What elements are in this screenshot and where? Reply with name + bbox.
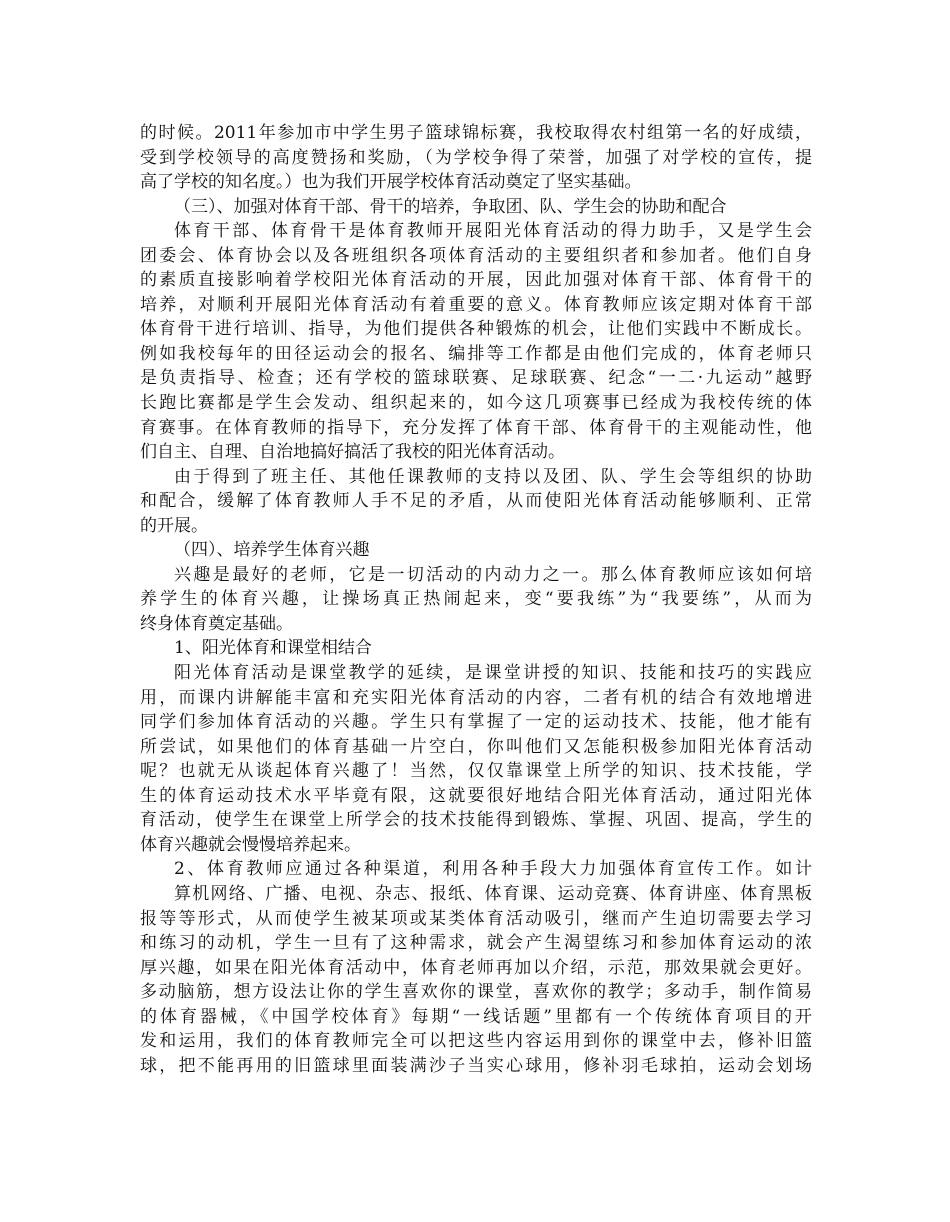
text-line: 发和运用，我们的体育教师完全可以把这些内容运用到你的课堂中去，修补旧篮 bbox=[140, 1031, 812, 1052]
text-line: 和配合，缓解了体育教师人手不足的矛盾，从而使阳光体育活动能够顺利、正常 bbox=[140, 491, 812, 512]
text-line: 育赛事。在体育教师的指导下，充分发挥了体育干部、体育骨干的主观能动性，他 bbox=[140, 417, 812, 438]
text-line: 例如我校每年的田径运动会的报名、编排等工作都是由他们完成的，体育老师只 bbox=[140, 343, 812, 364]
text-line: 的开展。 bbox=[140, 515, 208, 536]
text-line: 用，而课内讲解能丰富和充实阳光体育活动的内容，二者有机的结合有效地增进 bbox=[140, 687, 812, 708]
text-line: 终身体育奠定基础。 bbox=[140, 613, 293, 634]
text-line: 1、阳光体育和课堂相结合 bbox=[174, 638, 372, 659]
text-line: 是负责指导、检查；还有学校的篮球联赛、足球联赛、纪念“一二·九运动”越野 bbox=[140, 368, 812, 389]
text-line: 厚兴趣，如果在阳光体育活动中，体育老师再加以介绍，示范，那效果就会更好。 bbox=[140, 957, 812, 978]
text-line: 算机网络、广播、电视、杂志、报纸、体育课、运动竞赛、体育讲座、体育黑板 bbox=[174, 883, 812, 904]
text-line: 同学们参加体育活动的兴趣。学生只有掌握了一定的运动技术、技能，他才能有 bbox=[140, 712, 812, 733]
text-line: 阳光体育活动是课堂教学的延续，是课堂讲授的知识、技能和技巧的实践应 bbox=[174, 663, 812, 684]
text-line: 体育兴趣就会慢慢培养起来。 bbox=[140, 834, 361, 855]
text-line: 球，把不能再用的旧篮球里面装满沙子当实心球用，修补羽毛球拍，运动会划场 bbox=[140, 1055, 812, 1076]
text-line: 的体育器械，《中国学校体育》每期“一线话题”里都有一个传统体育项目的开 bbox=[140, 1006, 812, 1027]
text-line: 高了学校的知名度。）也为我们开展学校体育活动奠定了坚实基础。 bbox=[140, 172, 642, 193]
text-line: 所尝试，如果他们的体育基础一片空白，你叫他们又怎能积极参加阳光体育活动 bbox=[140, 736, 812, 757]
text-line: 由于得到了班主任、其他任课教师的支持以及团、队、学生会等组织的协助 bbox=[174, 466, 812, 487]
body-text bbox=[140, 121, 812, 1078]
text-line: 长跑比赛都是学生会发动、组织起来的，如今这几项赛事已经成为我校传统的体 bbox=[140, 393, 812, 414]
text-line: （三）、加强对体育干部、骨干的培养，争取团、队、学生会的协助和配合 bbox=[174, 196, 727, 217]
text-line: 培养，对顺利开展阳光体育活动有着重要的意义。体育教师应该定期对体育干部 bbox=[140, 294, 812, 315]
text-line: 体育干部、体育骨干是体育教师开展阳光体育活动的得力助手，又是学生会 bbox=[174, 221, 812, 242]
text-line: 生的体育运动技术水平毕竟有限，这就要很好地结合阳光体育活动，通过阳光体 bbox=[140, 785, 812, 806]
text-line: 育活动，使学生在课堂上所学会的技术技能得到锻炼、掌握、巩固、提高，学生的 bbox=[140, 810, 812, 831]
text-line: （四）、培养学生体育兴趣 bbox=[174, 540, 370, 561]
text-line: 的时候。2011年参加市中学生男子篮球锦标赛，我校取得农村组第一名的好成绩， bbox=[140, 123, 812, 143]
text-line: 体育骨干进行培训、指导，为他们提供各种锻炼的机会，让他们实践中不断成长。 bbox=[140, 319, 812, 340]
text-line: 团委会、体育协会以及各班组织各项体育活动的主要组织者和参加者。他们自身 bbox=[140, 245, 812, 266]
text-line: 多动脑筋，想方设法让你的学生喜欢你的课堂，喜欢你的教学；多动手，制作简易 bbox=[140, 982, 812, 1003]
text-line: 兴趣是最好的老师，它是一切活动的内动力之一。那么体育教师应该如何培 bbox=[174, 564, 812, 585]
text-line: 的素质直接影响着学校阳光体育活动的开展，因此加强对体育干部、体育骨干的 bbox=[140, 270, 812, 291]
text-line: 们自主、自理、自治地搞好搞活了我校的阳光体育活动。 bbox=[140, 442, 565, 463]
text-line: 呢？也就无从谈起体育兴趣了！当然，仅仅靠课堂上所学的知识、技术技能，学 bbox=[140, 761, 812, 782]
text-line: 2、体育教师应通过各种渠道，利用各种手段大力加强体育宣传工作。如计 bbox=[174, 859, 812, 880]
text-line: 养学生的体育兴趣，让操场真正热闹起来，变“要我练”为“我要练”，从而为 bbox=[140, 589, 812, 610]
text-line: 和练习的动机，学生一旦有了这种需求，就会产生渴望练习和参加体育运动的浓 bbox=[140, 933, 812, 954]
text-line: 报等等形式，从而使学生被某项或某类体育活动吸引，继而产生迫切需要去学习 bbox=[140, 908, 812, 929]
text-line: 受到学校领导的高度赞扬和奖励，（为学校争得了荣誉，加强了对学校的宣传，提 bbox=[140, 147, 812, 168]
